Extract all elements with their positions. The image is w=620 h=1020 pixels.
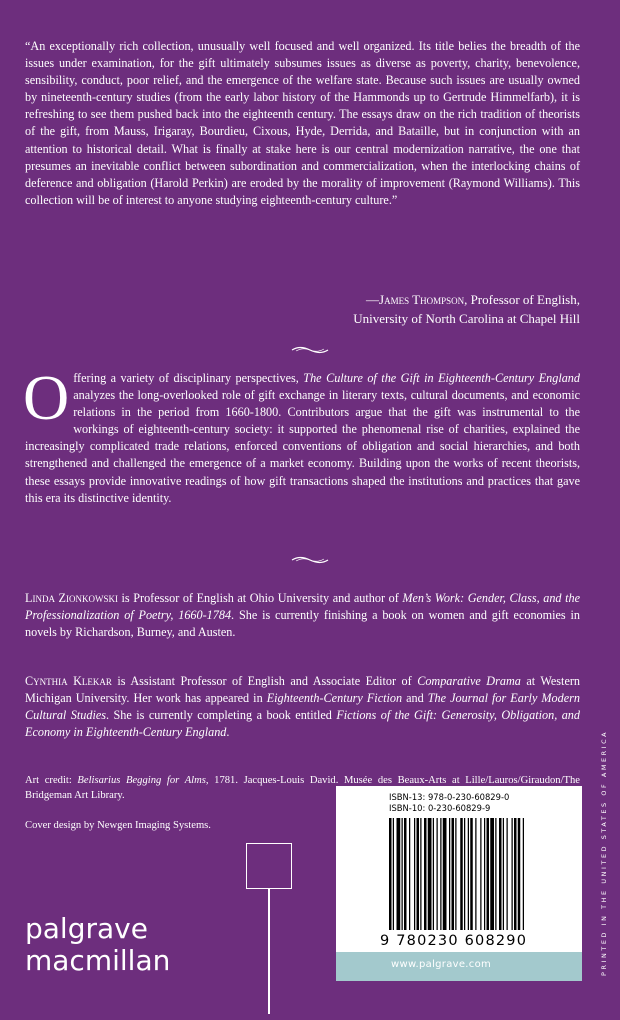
printed-in-label bbox=[600, 588, 614, 988]
editor-book-title: Men’s Work: Gender, Class, and the Professionalization of Poetry, 1660-1784 bbox=[25, 591, 580, 623]
publisher-logo bbox=[25, 913, 170, 977]
review-attribution bbox=[366, 291, 580, 309]
barcode-icon bbox=[389, 818, 574, 930]
description-lead: ffering a variety of disciplinary perspectives, bbox=[73, 371, 304, 385]
editor-bio-text: . bbox=[226, 725, 230, 740]
picture-frame-icon bbox=[246, 843, 292, 889]
publisher-url: www.palgrave.com bbox=[391, 959, 492, 970]
art-credit-label: Art credit: bbox=[25, 775, 78, 786]
decorative-vertical-line bbox=[268, 889, 270, 1014]
isbn-10: ISBN-10: 0-230-60829-9 bbox=[389, 803, 491, 813]
journal-title: The Journal for Early Modern Cultural Studies bbox=[25, 691, 580, 723]
publisher-logo-line1: palgrave bbox=[25, 912, 148, 945]
editor-book-title: Fictions of the Gift: Generosity, Obligation, and Economy in Eighteenth-Century England bbox=[25, 708, 580, 740]
isbn-13: ISBN-13: 978-0-230-60829-0 bbox=[389, 792, 510, 802]
editor-bio-zionkowski bbox=[25, 590, 580, 641]
review-quote: “An exceptionally rich collection, unusually well focused and well organized. Its title belies the breadth of the issues under examination, for the gift ultimately subsumes issues as diverse as poverty, charity, benevolence, sensibility, conduct, poor relief, and the emergence of the welfare state. Because such issues are usually owned by nineteenth-century studies (from the early labor history of the Hammonds up to Gertrude Himmelfarb), it is refreshing to see them pushed back into the eighteenth century. The essays draw on the rich tradition of theorists of the gift, from Mauss, Irigaray, Bourdieu, Cixous, Hyde, Derrida, and Bataille, but in conjunction with an attention to historical detail. What is finally at stake here is our central modernization narrative, the one that presumes an inevitable conflict between subordination and commercialization, when the interlocking chains of deference and obligation (Harold Perkin) are eroded by the morality of improvement (Raymond Williams). This collection will be of interest to anyone studying eighteenth-century culture.” bbox=[25, 39, 580, 207]
editor-name: Linda Zionkowski bbox=[25, 591, 118, 605]
attribution-dash: — bbox=[366, 292, 380, 307]
description-body: analyzes the long-overlooked role of gift exchange in literary texts, cultural documents, and economic relations in the period from 1660-1800. Contributors argue that the gift was instrumental to the workings of eighteenth-century society: it supported the phenomenal rise of charities, explained the increasingly complicated trade relations, enforced conventions of obligation and social hierarchies, and both strengthened and challenged the emergence of a market economy. Building upon the works of recent theorists, these essays provide innovative readings of how gift transactions shaped the institutions and practices that gave this era its distinctive identity. bbox=[25, 388, 580, 505]
barcode-digits: 9 780230 608290 bbox=[380, 933, 528, 949]
ornament-divider-icon bbox=[290, 555, 330, 565]
editor-bio-text: at Western Michigan University. Her work has appeared in bbox=[25, 674, 581, 706]
editor-bio-text: is Assistant Professor of English and Associate Editor of bbox=[111, 674, 418, 688]
website-band bbox=[336, 952, 582, 981]
artwork-title: Belisarius Begging for Alms bbox=[77, 775, 206, 786]
attribution-role: , Professor of English, bbox=[464, 292, 580, 307]
editor-bio-klekar bbox=[25, 673, 580, 741]
book-title: The Culture of the Gift in Eighteenth-Century England bbox=[303, 371, 580, 385]
editor-bio-text: . She is currently completing a book entitled bbox=[105, 708, 337, 723]
barcode-panel bbox=[336, 786, 582, 981]
art-credit-rest: , 1781. Jacques-Louis David. Musée des Beaux-Arts at Lille/Lauros/Giraudon/The Bridgeman Art Library. bbox=[25, 775, 581, 801]
attribution-name: James Thompson bbox=[379, 292, 465, 307]
editor-bio-text: . She is currently finishing a book on women and gift economies in novels by Richardson, Burney, and Austen. bbox=[25, 608, 580, 640]
editor-name: Cynthia Klekar bbox=[25, 674, 112, 688]
ornament-divider-icon bbox=[290, 345, 330, 355]
drop-cap: O bbox=[23, 362, 70, 433]
editor-bio-text: is Professor of English at Ohio University and author of bbox=[117, 591, 403, 605]
journal-title: Eighteenth-Century Fiction bbox=[266, 691, 403, 706]
publisher-logo-line2: macmillan bbox=[25, 944, 171, 977]
journal-title: Comparative Drama bbox=[417, 674, 521, 688]
attribution-affiliation: University of North Carolina at Chapel Hill bbox=[353, 311, 580, 326]
cover-design-credit: Cover design by Newgen Imaging Systems. bbox=[25, 820, 211, 831]
printed-in-text: PRINTED IN THE UNITED STATES OF AMERICA bbox=[600, 729, 608, 976]
book-description bbox=[23, 362, 580, 507]
editor-bio-text: and bbox=[402, 691, 428, 706]
